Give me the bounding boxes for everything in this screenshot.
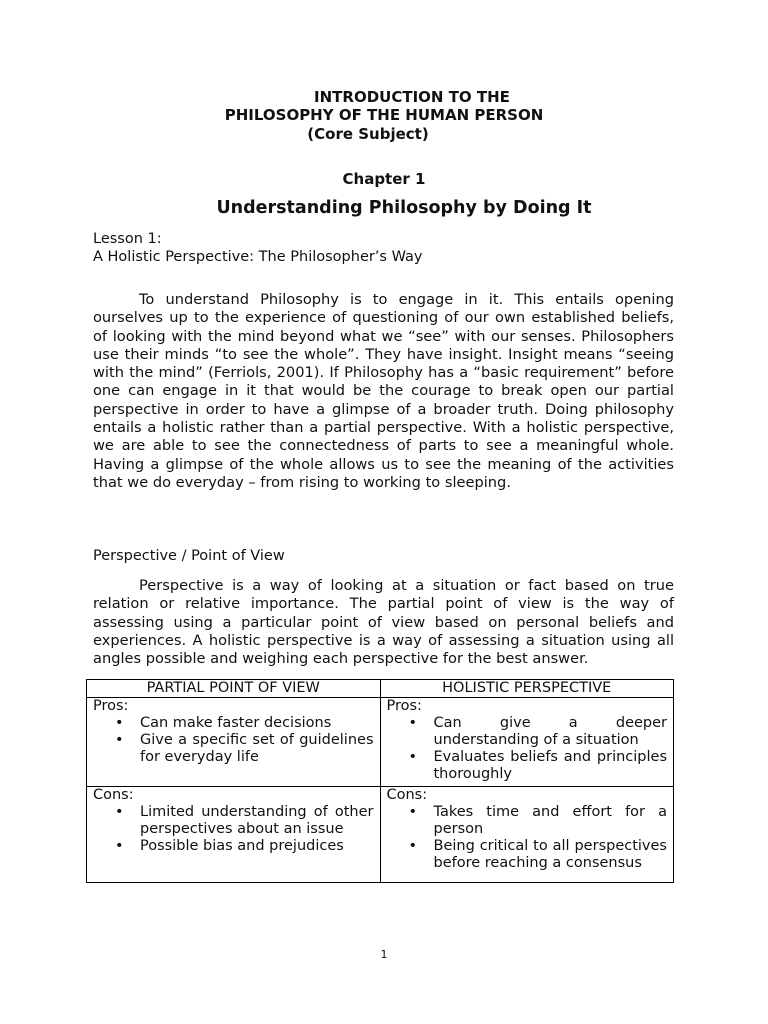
table-row-cons bbox=[87, 787, 674, 883]
holistic-pros-cell bbox=[380, 698, 674, 787]
pros-label: Pros: bbox=[93, 698, 129, 714]
table-header-row bbox=[87, 680, 674, 698]
chapter-label: Chapter 1 bbox=[342, 170, 426, 188]
partial-cons-cell bbox=[87, 787, 381, 883]
bullet-icon: • bbox=[115, 732, 124, 748]
bullet-icon: • bbox=[408, 804, 418, 820]
column-header-partial: PARTIAL POINT OF VIEW bbox=[87, 680, 381, 698]
bullet-icon: • bbox=[115, 838, 124, 854]
list-item: • Takes time and effort for a person bbox=[408, 804, 667, 837]
lesson-number: Lesson 1: bbox=[93, 231, 162, 247]
bullet-icon: • bbox=[408, 838, 418, 854]
section-subheading: Perspective / Point of View bbox=[93, 548, 285, 564]
cons-label: Cons: bbox=[93, 787, 134, 803]
lesson-heading bbox=[93, 230, 422, 266]
holistic-cons-cell bbox=[380, 787, 674, 883]
comparison-table bbox=[86, 679, 674, 883]
intro-paragraph: To understand Philosophy is to engage in it. This entails opening ourselves up to the experience of questioning of our own established beliefs, of looking with the mind beyond what we “see” with our senses. Philosophers use their minds “to see the whole”. They have insight. Insight means “seeing with the mind” (Ferriols, 2001). If Philosophy has a “basic requirement” before one can engage in it that would be the courage to break open our partial perspective in order to have a glimpse of a broader truth. Doing philosophy entails a holistic rather than a partial perspective. With a holistic perspective, we are able to see the connectedness of parts to see a meaningful whole. Having a glimpse of the whole allows us to see the meaning of the activities that we do everyday – from rising to working to sleeping. bbox=[93, 291, 674, 491]
pros-label: Pros: bbox=[386, 698, 422, 714]
chapter-title: Understanding Philosophy by Doing It bbox=[216, 198, 592, 218]
column-header-holistic: HOLISTIC PERSPECTIVE bbox=[380, 680, 674, 698]
list-item: • Give a specific set of guidelines for everyday life bbox=[115, 732, 374, 765]
list-item: • Evaluates beliefs and principles thoroughly bbox=[408, 749, 667, 782]
table-row-pros bbox=[87, 698, 674, 787]
course-title-line1: INTRODUCTION TO THE bbox=[314, 88, 510, 106]
bullet-icon: • bbox=[115, 715, 124, 731]
list-item: • Can make faster decisions bbox=[115, 715, 332, 731]
list-item: • Being critical to all perspectives before reaching a consensus bbox=[408, 838, 667, 871]
list-item: • Possible bias and prejudices bbox=[115, 838, 344, 854]
page-number: 1 bbox=[380, 948, 388, 961]
bullet-icon: • bbox=[408, 715, 418, 731]
bullet-icon: • bbox=[408, 749, 418, 765]
bullet-icon: • bbox=[115, 804, 124, 820]
lesson-title: A Holistic Perspective: The Philosopher’s Way bbox=[93, 249, 423, 265]
partial-pros-cell bbox=[87, 698, 381, 787]
cons-label: Cons: bbox=[386, 787, 428, 803]
list-item: • Can give a deeper understanding of a situation bbox=[408, 715, 667, 748]
course-subtitle: (Core Subject) bbox=[307, 125, 429, 143]
perspective-paragraph: Perspective is a way of looking at a situation or fact based on true relation or relative importance. The partial point of view is the way of assessing using a particular point of view based on personal beliefs and experiences. A holistic perspective is a way of assessing a situation using all angles possible and weighing each perspective for the best answer. bbox=[93, 577, 674, 668]
list-item: • Limited understanding of other perspectives about an issue bbox=[115, 804, 374, 837]
course-title-line2: PHILOSOPHY OF THE HUMAN PERSON bbox=[224, 106, 544, 124]
